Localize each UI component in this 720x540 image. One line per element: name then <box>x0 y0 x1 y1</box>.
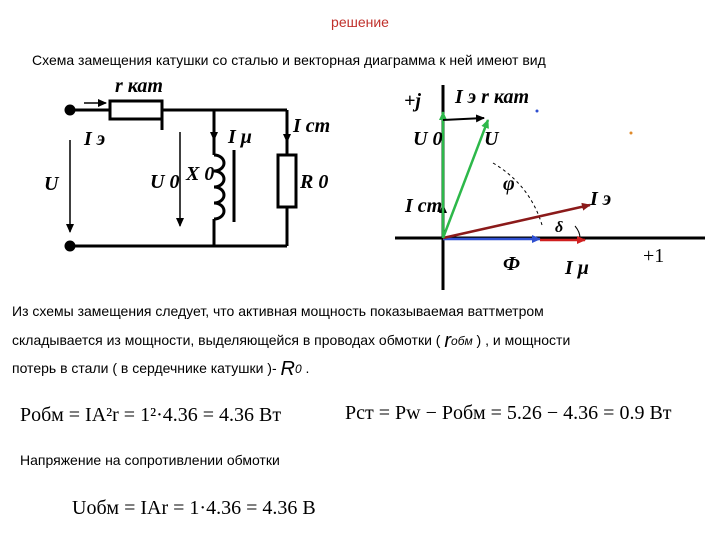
dot-orange <box>630 132 633 135</box>
label-ict: I ст <box>293 115 331 137</box>
resistor-r0 <box>278 155 296 207</box>
label-r0: R 0 <box>300 171 329 193</box>
ir-vector <box>443 118 484 120</box>
label-ie-vec: I э <box>590 188 612 210</box>
bottom-terminal <box>66 242 74 250</box>
u-vector <box>443 120 488 238</box>
top-terminal <box>66 106 74 114</box>
formula-p-obm: Pобм = IA²r = 1²·4.36 = 4.36 Вт <box>20 404 282 426</box>
paragraph-line-3b: . <box>301 360 310 376</box>
dot-blue <box>536 110 539 113</box>
label-ie: I э <box>84 128 106 150</box>
circuit <box>66 101 296 250</box>
label-ir-kat: I э r кат <box>455 86 530 108</box>
label-delta: δ <box>555 219 564 236</box>
label-u-vec: U <box>484 128 499 150</box>
subtitle: Схема замещения катушки со сталью и векторная диаграмма к ней имеют вид <box>32 52 546 68</box>
label-phi: φ <box>503 173 515 195</box>
label-imu-vec: I μ <box>565 257 589 279</box>
r-obm-sub: обм <box>451 334 473 348</box>
ie-vector <box>443 205 590 238</box>
voltage-heading: Напряжение на сопротивлении обмотки <box>20 452 280 468</box>
r0-symbol: R <box>280 358 295 380</box>
resistor-r-kat <box>110 101 162 119</box>
label-u0: U 0 <box>150 171 180 193</box>
formula-p-ct: Pст = Pw − Pобм = 5.26 − 4.36 = 0.9 Вт <box>345 402 672 424</box>
inductor-coil <box>214 155 224 219</box>
paragraph-line-3 <box>12 358 309 381</box>
paragraph-line-3a: потерь в стали ( в сердечнике катушки )- <box>12 360 281 376</box>
r0-sub: 0 <box>294 362 302 376</box>
label-r-kat: r кат <box>115 75 163 97</box>
paragraph-line-2b: ) , и мощности <box>472 332 571 348</box>
delta-arc <box>575 226 580 238</box>
label-ict-vec: I ст <box>405 195 443 217</box>
paragraph-line-1: Из схемы замещения следует, что активная мощность показываемая ваттметром <box>12 303 544 319</box>
label-imu: I μ <box>228 126 252 148</box>
label-u: U <box>44 173 59 195</box>
label-u0-vec: U 0 <box>413 128 443 150</box>
label-plus-one: +1 <box>643 245 665 267</box>
r-obm-symbol: r <box>444 330 452 352</box>
circuit-arrows <box>70 103 287 232</box>
page-title: решение <box>331 14 389 30</box>
paragraph-line-2 <box>12 330 570 353</box>
formula-u-obm: Uобм = IAr = 1·4.36 = 4.36 В <box>72 497 316 519</box>
paragraph-line-2a: складывается из мощности, выделяющейся в проводах обмотки ( <box>12 332 445 348</box>
label-plus-j: +j <box>404 90 421 112</box>
label-x0: X 0 <box>186 163 215 185</box>
phi-arc <box>493 163 542 225</box>
label-flux: Ф <box>503 253 521 275</box>
